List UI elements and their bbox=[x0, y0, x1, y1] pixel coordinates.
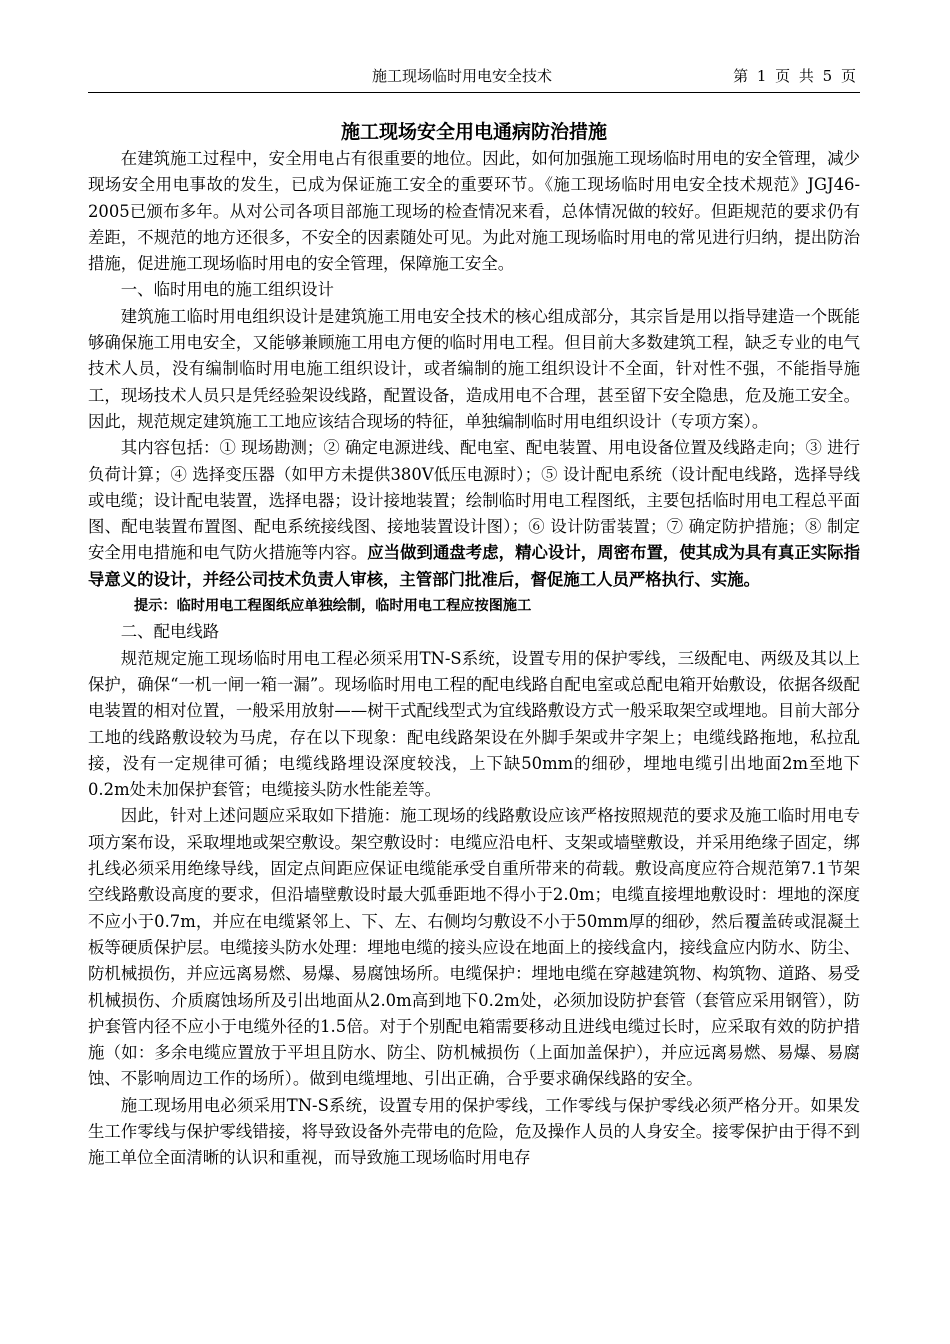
section1-heading: 一、临时用电的施工组织设计 bbox=[120, 280, 334, 300]
section1-paragraph-1: 建筑施工临时用电组织设计是建筑施工用电安全技术的核心组成部分，其宗旨是用以指导建造一个既能够确保施工用电安全，又能够兼顾施工用电方便的临时用电工程。但目前大多数建筑工程，缺乏专业的电气技术人员，没有编制临时用电施工组织设计，或者编制的施工组织设计不全面，针对性不强，不能指导施工，现场技术人员只是凭经验架设线路，配置设备，造成用电不合理，甚至留下安全隐患，危及施工安全。因此，规范规定建筑施工工地应该结合现场的特征，单独编制临时用电组织设计（专项方案）。 bbox=[88, 306, 860, 431]
page-header bbox=[88, 66, 860, 93]
section2-heading: 二、配电线路 bbox=[120, 622, 220, 642]
intro-paragraph: 在建筑施工过程中，安全用电占有很重要的地位。因此，如何加强施工现场临时用电的安全管理，减少现场安全用电事故的发生，已成为保证施工安全的重要环节。《施工现场临时用电安全技术规范》JGJ46-2005已颁布多年。从对公司各项目部施工现场的检查情况来看，总体情况做的较好。但距规范的要求仍有差距，不规范的地方还很多，不安全的因素随处可见。为此对施工现场临时用电的常见进行归纳，提出防治措施，促进施工现场临时用电的安全管理，保障施工安全。 bbox=[88, 149, 860, 274]
document-title: 施工现场安全用电通病防治措施 bbox=[340, 121, 607, 143]
section1-emphasis: 应当做到通盘考虑，精心设计，周密布置，使其成为具有真正实际指导意义的设计，并经公司技术负责人审核，主管部门批准后，督促施工人员严格执行、实施。 bbox=[88, 543, 861, 589]
tip-note: 提示：临时用电工程图纸应单独绘制，临时用电工程应按图施工 bbox=[134, 598, 532, 615]
section1-paragraph-2 bbox=[88, 435, 860, 593]
section2-paragraph-2: 因此，针对上述问题应采取如下措施：施工现场的线路敷设应该严格按照规范的要求及施工临时用电专项方案布设，采取埋地或架空敷设。架空敷设时：电缆应沿电杆、支架或墙壁敷设，并采用绝缘子固定，绑扎线必须采用绝缘导线，固定点间距应保证电缆能承受自重所带来的荷载。敷设高度应符合规范第7.1节架空线路敷设高度的要求，但沿墙壁敷设时最大弧垂距地不得小于2.0m；电缆直接埋地敷设时：埋地的深度不应小于0.7m，并应在电缆紧邻上、下、左、右侧均匀敷设不小于50mm厚的细砂，然后覆盖砖或混凝土板等硬质保护层。电缆接头防水处理：埋地电缆的接头应设在地面上的接线盒内，接线盒应内防水、防尘、防机械损伤，并应远离易燃、易爆、易腐蚀场所。电缆保护：埋地电缆在穿越建筑物、构筑物、道路、易受机械损伤、介质腐蚀场所及引出地面从2.0m高到地下0.2m处，必须加设防护套管（套管应采用钢管），防护套管内径不应小于电缆外径的1.5倍。对于个别配电箱需要移动且进线电缆过长时，应采取有效的防护措施（如：多余电缆应置放于平坦且防水、防尘、防机械损伤（上面加盖保护），并应远离易燃、易爆、易腐蚀、不影响周边工作的场所）。做到电缆埋地、引出正确，合乎要求确保线路的安全。 bbox=[88, 806, 860, 1089]
document-body bbox=[88, 118, 860, 1172]
section2-paragraph-1: 规范规定施工现场临时用电工程必须采用TN-S系统，设置专用的保护零线，三级配电、两级及其以上保护，确保“一机一闸一箱一漏”。现场临时用电工程的配电线路自配电室或总配电箱开始敷设，依据各级配电装置的相对位置，一般采用放射——树干式配线型式为宜线路敷设方式一般采取架空或埋地。目前大部分工地的线路敷设较为马虎，存在以下现象：配电线路架设在外脚手架或井字架上；电缆线路拖地，私拉乱接，没有一定规律可循；电缆线路埋设深度较浅，上下缺50mm的细砂，埋地电缆引出地面2m至地下0.2m处未加保护套管；电缆接头防水性能差等。 bbox=[88, 648, 860, 800]
header-page-info: 第 1 页 共 5 页 bbox=[733, 67, 856, 85]
section1-content-list: 其内容包括：① 现场勘测；② 确定电源进线、配电室、配电装置、用电设备位置及线路走向；③ 进行负荷计算；④ 选择变压器（如甲方未提供380V低压电源时）；⑤ 设计配电系统（设计配电线路，选择导线或电缆；设计配电装置，选择电器；设计接地装置；绘制临时用电工程图纸，主要包括临时用电工程总平面图、配电装置布置图、配电系统接线图、接地装置设计图）；⑥ 设计防雷装置；⑦ 确定防护措施；⑧ 制定安全用电措施和电气防火措施等内容。 bbox=[88, 438, 860, 563]
header-title: 施工现场临时用电安全技术 bbox=[372, 67, 553, 85]
section2-paragraph-3: 施工现场用电必须采用TN-S系统，设置专用的保护零线，工作零线与保护零线必须严格分开。如果发生工作零线与保护零线错接，将导致设备外壳带电的危险，危及操作人员的人身安全。接零保护由于得不到施工单位全面清晰的认识和重视，而导致施工现场临时用电存 bbox=[88, 1095, 860, 1168]
